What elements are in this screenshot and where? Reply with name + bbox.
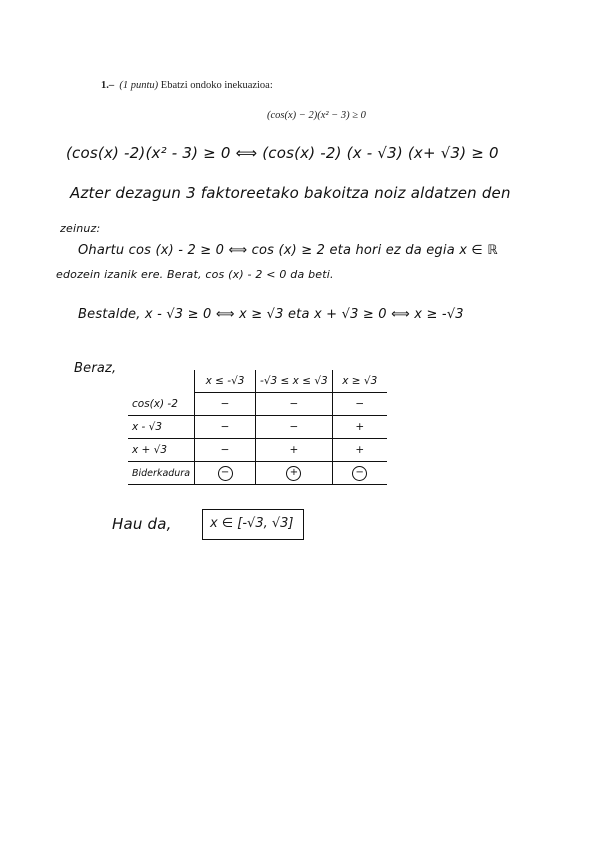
sign-cell: −: [256, 416, 333, 439]
other-factors-line: Bestalde, x - √3 ≥ 0 ⟺ x ≥ √3 eta x + √3 ≥ 0 ⟺ x ≥ -√3: [78, 307, 464, 322]
sign-cell: −: [195, 416, 256, 439]
table-header: -√3 ≤ x ≤ √3: [256, 370, 333, 393]
sign-cell: +: [332, 439, 387, 462]
table-row: [128, 393, 387, 416]
row-label: x + √3: [128, 439, 195, 462]
result-sign: +: [286, 466, 301, 481]
table-header: x ≤ -√3: [195, 370, 256, 393]
problem-inequality: (cos(x) − 2)(x² − 3) ≥ 0: [267, 110, 366, 121]
table-header: x ≥ √3: [332, 370, 387, 393]
answer-box: [202, 509, 304, 540]
problem-points: (1 puntu): [119, 80, 159, 91]
sign-cell: −: [195, 393, 256, 416]
sign-cell: −: [256, 393, 333, 416]
observation-line: Ohartu cos (x) - 2 ≥ 0 ⟺ cos (x) ≥ 2 eta hori ez da egia x ∈ ℝ: [78, 243, 498, 258]
table-row: [128, 416, 387, 439]
sign-table: [128, 370, 387, 485]
problem-number: 1.–: [101, 80, 115, 91]
observation-line-continued: edozein izanik ere. Berat, cos (x) - 2 < 0 da beti.: [56, 268, 334, 281]
answer-value: x ∈ [-√3, √3]: [210, 516, 294, 531]
analysis-line-continued: zeinuz:: [60, 222, 101, 235]
problem-statement: Ebatzi ondoko inekuazioa:: [160, 80, 273, 91]
row-label: cos(x) -2: [128, 393, 195, 416]
sign-cell: −: [195, 439, 256, 462]
analysis-line: Azter dezagun 3 faktoreetako bakoitza noiz aldatzen den: [70, 184, 511, 202]
table-row: [128, 439, 387, 462]
result-sign: −: [352, 466, 367, 481]
problem-header: [101, 80, 273, 91]
row-label: Biderkadura: [128, 462, 195, 485]
answer-lead: Hau da,: [112, 515, 172, 533]
therefore-label: Beraz,: [74, 361, 117, 376]
result-sign: −: [218, 466, 233, 481]
factored-inequality: (cos(x) -2)(x² - 3) ≥ 0 ⟺ (cos(x) -2) (x - √3) (x+ √3) ≥ 0: [66, 144, 499, 162]
table-row-result: [128, 462, 387, 485]
sign-cell: +: [332, 416, 387, 439]
sign-cell: −: [332, 393, 387, 416]
row-label: x - √3: [128, 416, 195, 439]
sign-cell: +: [256, 439, 333, 462]
